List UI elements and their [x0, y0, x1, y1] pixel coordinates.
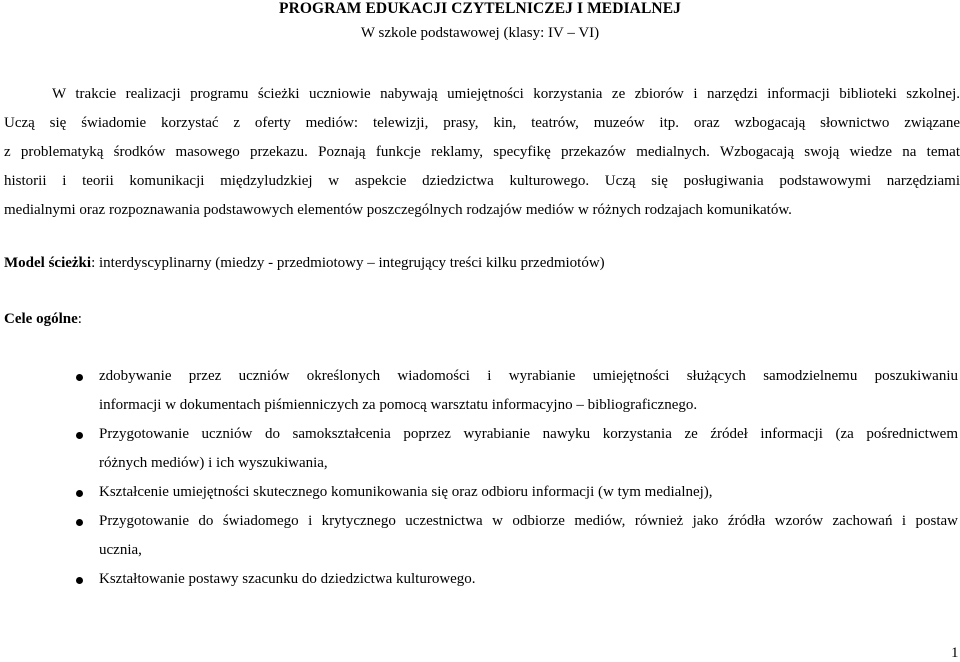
intro-line: Uczą się świadomie korzystać z oferty mediów: telewizji, prasy, kin, teatrów, muzeów itp. oraz wzbogacają słownictwo związane: [4, 115, 960, 131]
goal-line: Przygotowanie uczniów do samokształcenia poprzez wyrabianie nawyku korzystania ze źródeł informacji (za pośrednictwem: [99, 426, 958, 442]
model-statement: [4, 253, 960, 273]
goal-line: zdobywanie przez uczniów określonych wiadomości i wyrabianie umiejętności służących samodzielnemu poszukiwaniu: [99, 368, 958, 384]
bullet-icon: [76, 577, 83, 584]
goal-line: różnych mediów) i ich wyszukiwania,: [99, 455, 328, 471]
list-item: [0, 565, 958, 594]
bullet-icon: [76, 374, 83, 381]
goals-list: [0, 362, 960, 594]
list-item: [0, 362, 958, 420]
intro-paragraph: [4, 80, 960, 225]
goal-line: Przygotowanie do świadomego i krytycznego uczestnictwa w odbiorze mediów, również jako źródła wzorów zachowań i postaw: [99, 513, 958, 529]
document-subtitle: W szkole podstawowej (klasy: IV – VI): [360, 25, 600, 41]
intro-line: medialnymi oraz rozpoznawania podstawowych elementów poszczególnych rodzajów mediów w różnych rodzajach komunikatów.: [4, 202, 792, 218]
list-item: [0, 420, 958, 478]
bullet-icon: [76, 519, 83, 526]
bullet-icon: [76, 490, 83, 497]
goals-heading-label: Cele ogólne: [4, 311, 78, 327]
page-number: 1: [951, 645, 959, 661]
intro-line: z problematyką środków masowego przekazu. Poznają funkcje reklamy, specyfikę przekazów medialnych. Wzbogacają swoją wiedze na temat: [4, 144, 960, 160]
model-label: Model ścieżki: [4, 255, 92, 271]
goal-line: Kształtowanie postawy szacunku do dziedzictwa kulturowego.: [99, 571, 476, 587]
goal-line: ucznia,: [99, 542, 142, 558]
list-item: [0, 507, 958, 565]
model-text: : interdyscyplinarny (miedzy - przedmiotowy – integrujący treści kilku przedmiotów): [91, 255, 605, 271]
goal-line: informacji w dokumentach piśmienniczych za pomocą warsztatu informacyjno – bibliograficznego.: [99, 397, 698, 413]
goals-heading: [4, 309, 82, 329]
intro-line: historii i teorii komunikacji międzyludzkiej w aspekcie dziedzictwa kulturowego. Uczą się posługiwania podstawowymi narzędziami: [4, 173, 960, 189]
bullet-icon: [76, 432, 83, 439]
goals-heading-suffix: :: [77, 311, 82, 327]
goal-line: Kształcenie umiejętności skutecznego komunikowania się oraz odbioru informacji (w tym medialnej),: [99, 484, 713, 500]
intro-line: W trakcie realizacji programu ścieżki uczniowie nabywają umiejętności korzystania ze zbiorów i narzędzi informacji biblioteki szkolnej.: [52, 86, 960, 102]
document-title: PROGRAM EDUKACJI CZYTELNICZEJ I MEDIALNEJ: [279, 0, 681, 17]
list-item: [0, 478, 958, 507]
